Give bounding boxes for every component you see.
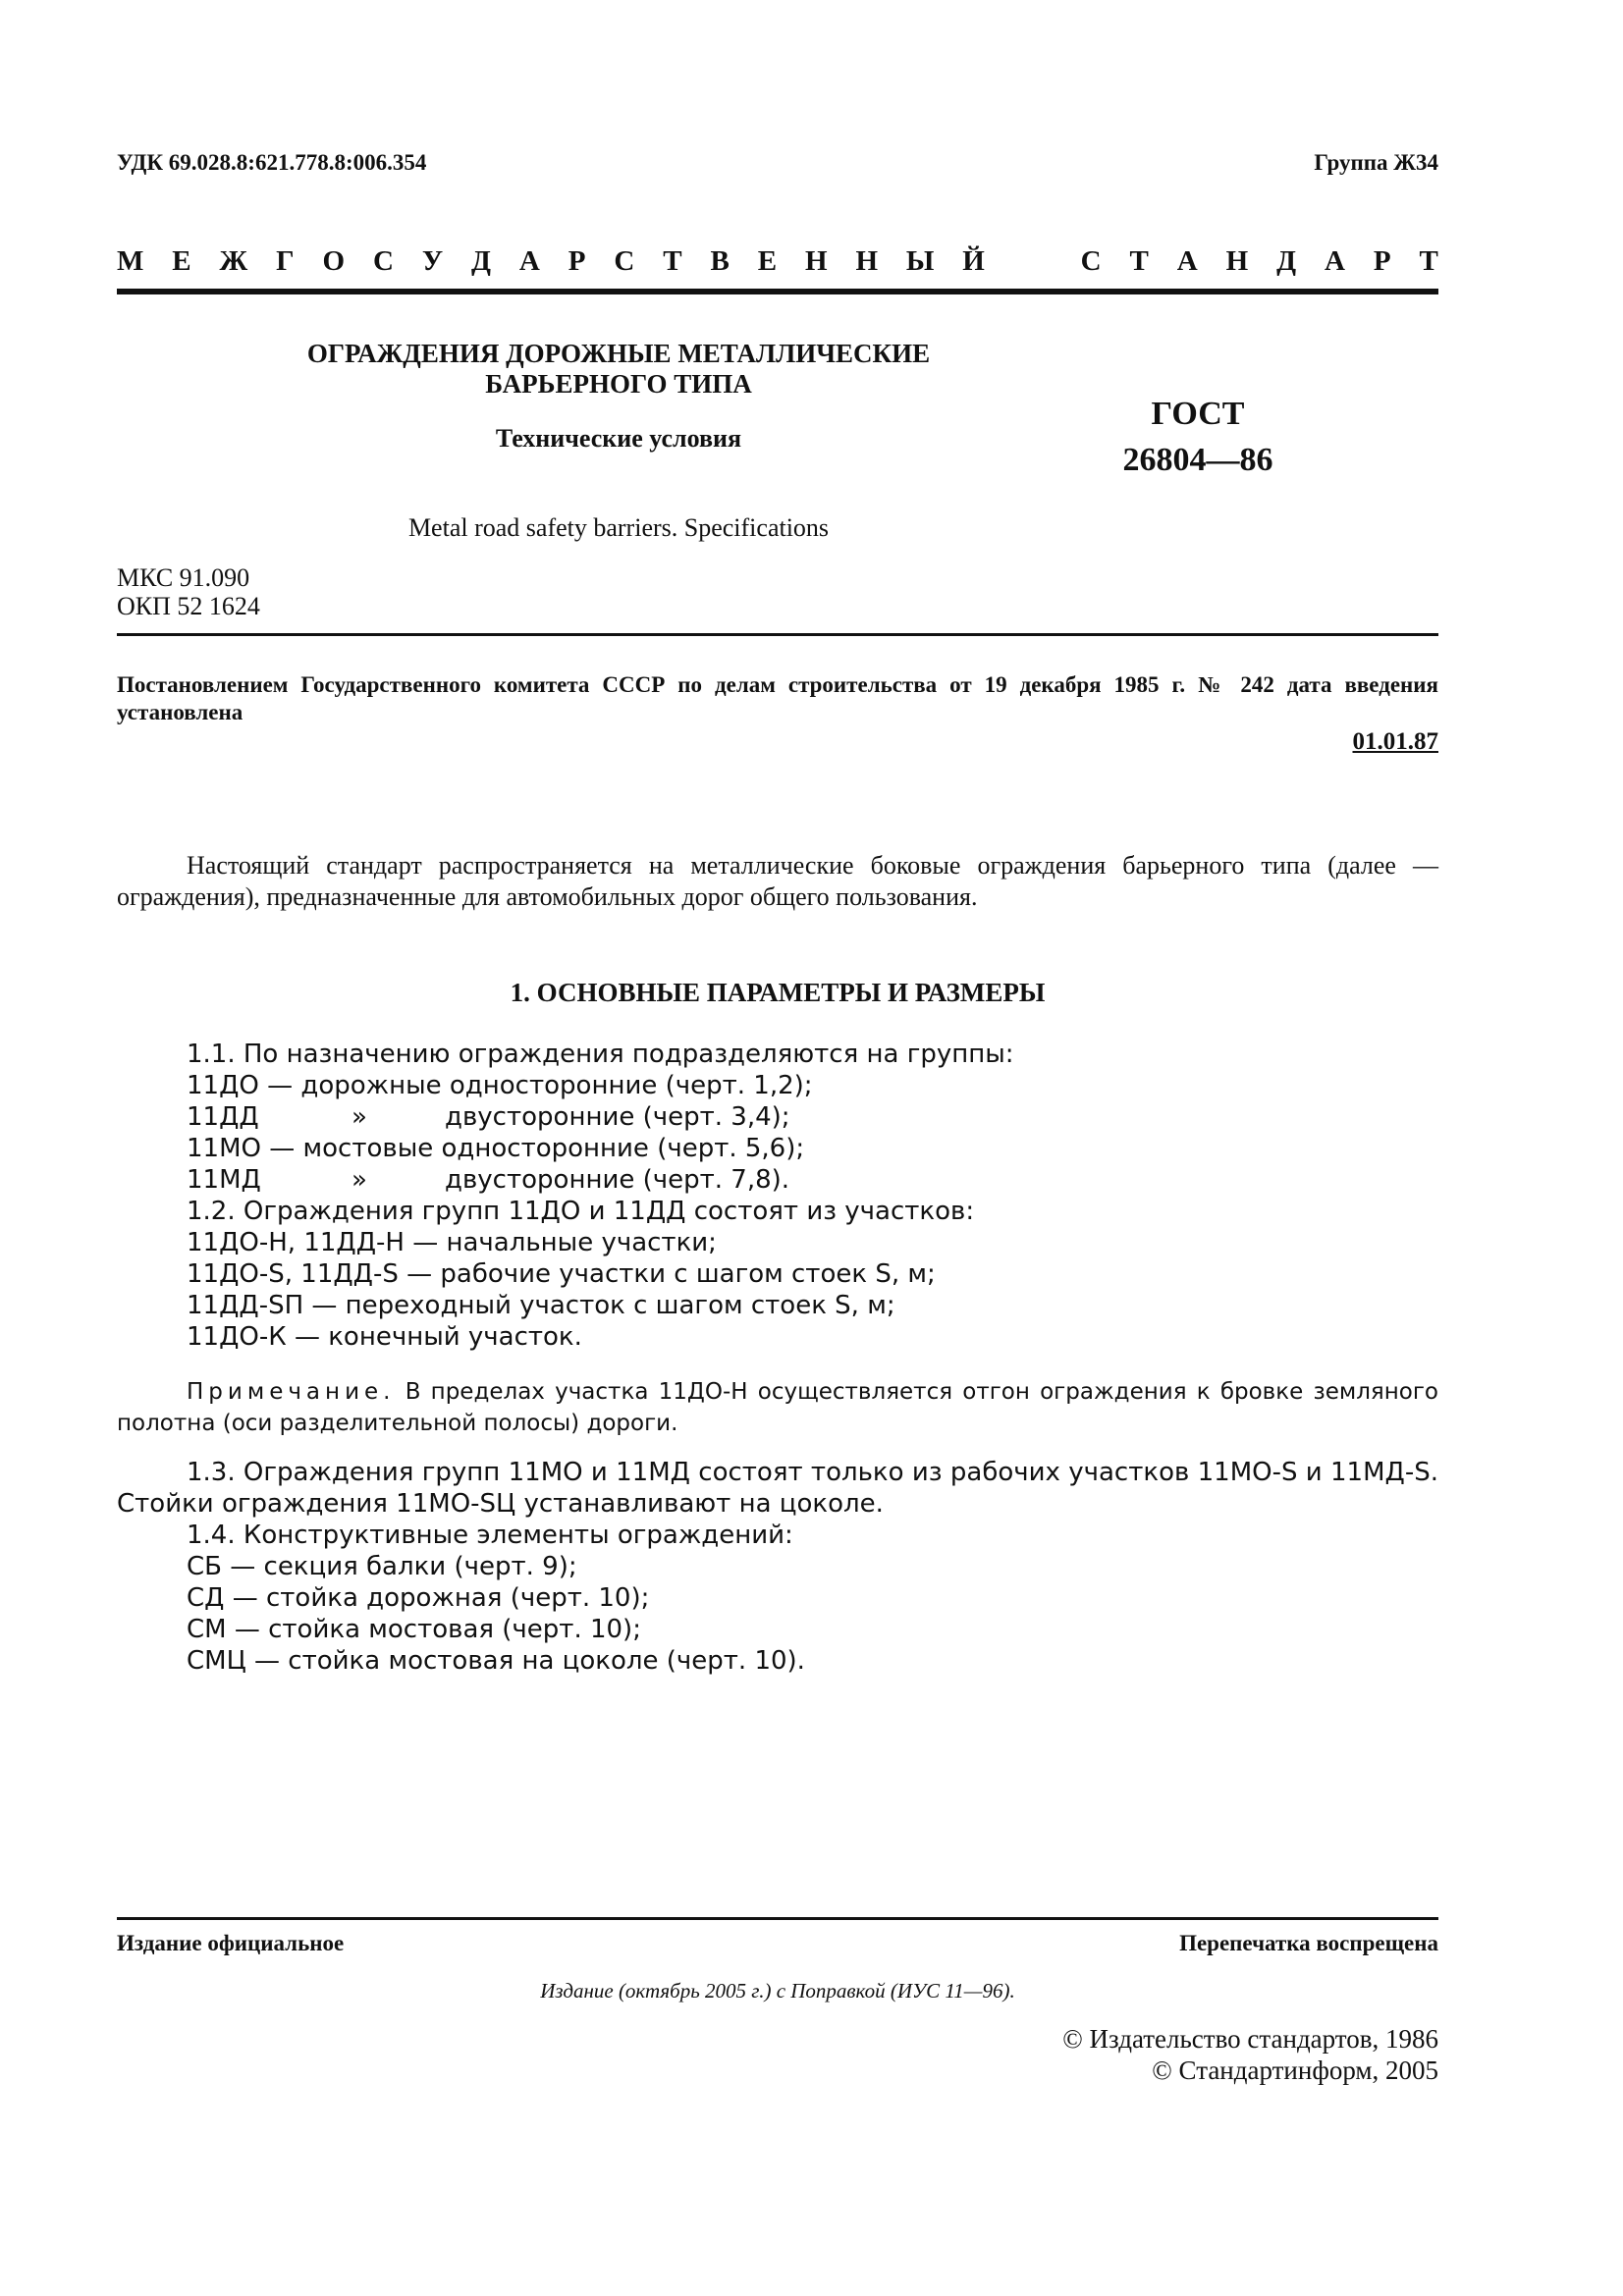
udc-code: УДК 69.028.8:621.778.8:006.354 bbox=[117, 150, 427, 175]
banner-letter: Ж bbox=[219, 245, 248, 277]
list-item: 11ДО — дорожные односторонние (черт. 1,2); bbox=[187, 1071, 813, 1100]
banner-letter: Н bbox=[1225, 245, 1249, 277]
list-item: 11ДО-Н, 11ДД-Н — начальные участки; bbox=[187, 1228, 717, 1257]
title-line: ОГРАЖДЕНИЯ ДОРОЖНЫЕ МЕТАЛЛИЧЕСКИЕ bbox=[306, 339, 931, 368]
group-code: Группа Ж34 bbox=[1314, 150, 1438, 175]
list-item: СД — стойка дорожная (черт. 10); bbox=[187, 1583, 650, 1613]
list-item: 11МО — мостовые односторонние (черт. 5,6); bbox=[187, 1134, 805, 1163]
official-edition: Издание официальное bbox=[117, 1931, 345, 1955]
gost-designation bbox=[1100, 391, 1296, 483]
banner-letter: А bbox=[1176, 245, 1198, 277]
title-rule bbox=[117, 633, 1438, 636]
intro-text: Настоящий стандарт распространяется на металлические боковые ограждения барьерного типа (далее — ограждения), предназначенные для автомобильных дорог общего пользования. bbox=[117, 851, 1438, 911]
document-title bbox=[226, 339, 1011, 400]
classification-codes bbox=[117, 563, 260, 620]
gost-number: 26804—86 bbox=[1122, 442, 1273, 478]
banner-letter: Р bbox=[568, 245, 586, 277]
list-item: СМЦ — стойка мостовая на цоколе (черт. 10). bbox=[187, 1646, 805, 1676]
banner-letter: В bbox=[710, 245, 730, 277]
banner-letter: Р bbox=[1373, 245, 1391, 277]
banner-letter: Й bbox=[962, 245, 985, 277]
ditto-mark: » bbox=[352, 1165, 367, 1195]
banner-letter: М bbox=[117, 245, 144, 277]
title-line: БАРЬЕРНОГО ТИПА bbox=[485, 369, 752, 399]
banner-letter: Е bbox=[172, 245, 191, 277]
list-item: СМ — стойка мостовая (черт. 10); bbox=[187, 1615, 641, 1644]
copyright-block bbox=[1062, 2023, 1438, 2086]
edition-note: Издание (октябрь 2005 г.) с Поправкой (ИУС 11—96). bbox=[540, 1979, 1015, 2002]
banner-letter: С bbox=[1080, 245, 1102, 277]
banner-letter: С bbox=[372, 245, 394, 277]
list-item: 1.4. Конструктивные элементы ограждений: bbox=[187, 1521, 793, 1550]
banner-letter: Т bbox=[1129, 245, 1149, 277]
gost-label: ГОСТ bbox=[1151, 396, 1245, 432]
note-paragraph bbox=[117, 1376, 1438, 1439]
note-label: Примечание. bbox=[187, 1379, 396, 1405]
banner-gap bbox=[1013, 245, 1053, 278]
effective-date: 01.01.87 bbox=[1352, 728, 1438, 755]
list-item: 1.1. По назначению ограждения подразделяются на группы: bbox=[187, 1040, 1014, 1069]
list-item: СБ — секция балки (черт. 9); bbox=[187, 1552, 577, 1581]
footer-rule bbox=[117, 1917, 1438, 1920]
banner-letter: С bbox=[614, 245, 635, 277]
banner-letter: Д bbox=[471, 245, 491, 277]
banner-letter: О bbox=[322, 245, 346, 277]
list-item: 1.2. Ограждения групп 11ДО и 11ДД состоят из участков: bbox=[187, 1197, 975, 1226]
paragraph-1-3 bbox=[117, 1457, 1438, 1520]
list-item: 11ДД-SП — переходный участок с шагом стоек S, м; bbox=[187, 1291, 895, 1320]
group-desc: двусторонние (черт. 3,4); bbox=[445, 1102, 790, 1132]
interstate-standard-banner bbox=[117, 245, 1438, 278]
banner-letter: Г bbox=[276, 245, 295, 277]
decree-text: Постановлением Государственного комитета СССР по делам строительства от 19 декабря 1985 г. № 242 дата введения установлена bbox=[117, 672, 1438, 724]
banner-letter: Ы bbox=[905, 245, 935, 277]
document-subtitle: Технические условия bbox=[495, 424, 742, 453]
mks-code: МКС 91.090 bbox=[117, 563, 250, 592]
ditto-mark: » bbox=[352, 1102, 367, 1132]
paragraph-text: 1.3. Ограждения групп 11МО и 11МД состоят только из рабочих участков 11МО-S и 11МД-S. Стойки ограждения 11МО-SЦ устанавливают на цоколе. bbox=[117, 1458, 1438, 1519]
banner-letter: У bbox=[421, 245, 444, 277]
banner-letter: А bbox=[518, 245, 540, 277]
header-rule bbox=[117, 289, 1438, 294]
banner-letter: А bbox=[1324, 245, 1345, 277]
copyright-line: © Издательство стандартов, 1986 bbox=[1062, 2024, 1438, 2054]
list-item: 11ДО-S, 11ДД-S — рабочие участки с шагом стоек S, м; bbox=[187, 1259, 936, 1289]
list-item bbox=[187, 1101, 1014, 1133]
banner-letter: Е bbox=[757, 245, 778, 277]
group-list bbox=[187, 1039, 1014, 1353]
english-title: Metal road safety barriers. Specifications bbox=[407, 513, 830, 542]
copyright-line: © Стандартинформ, 2005 bbox=[1152, 2056, 1438, 2085]
list-item: 11ДО-К — конечный участок. bbox=[187, 1322, 582, 1352]
list-item bbox=[187, 1164, 1014, 1196]
banner-letter: Т bbox=[1419, 245, 1438, 277]
group-code: 11ДД bbox=[187, 1102, 259, 1132]
banner-letter: Н bbox=[855, 245, 878, 277]
section-heading: 1. ОСНОВНЫЕ ПАРАМЕТРЫ И РАЗМЕРЫ bbox=[510, 978, 1046, 1007]
banner-letter: Д bbox=[1276, 245, 1297, 277]
note-text: В пределах участка 11ДО-Н осуществляется отгон ограждения к бровке земляного полотна (оси разделительной полосы) дороги. bbox=[117, 1379, 1439, 1436]
intro-paragraph bbox=[117, 850, 1438, 913]
okp-code: ОКП 52 1624 bbox=[117, 592, 260, 620]
group-desc: двусторонние (черт. 7,8). bbox=[445, 1165, 790, 1195]
reprint-prohibited: Перепечатка воспрещена bbox=[1179, 1931, 1438, 1955]
banner-letter: Н bbox=[804, 245, 828, 277]
group-code: 11МД bbox=[187, 1165, 261, 1195]
banner-letter: Т bbox=[663, 245, 682, 277]
elements-list bbox=[187, 1520, 805, 1677]
